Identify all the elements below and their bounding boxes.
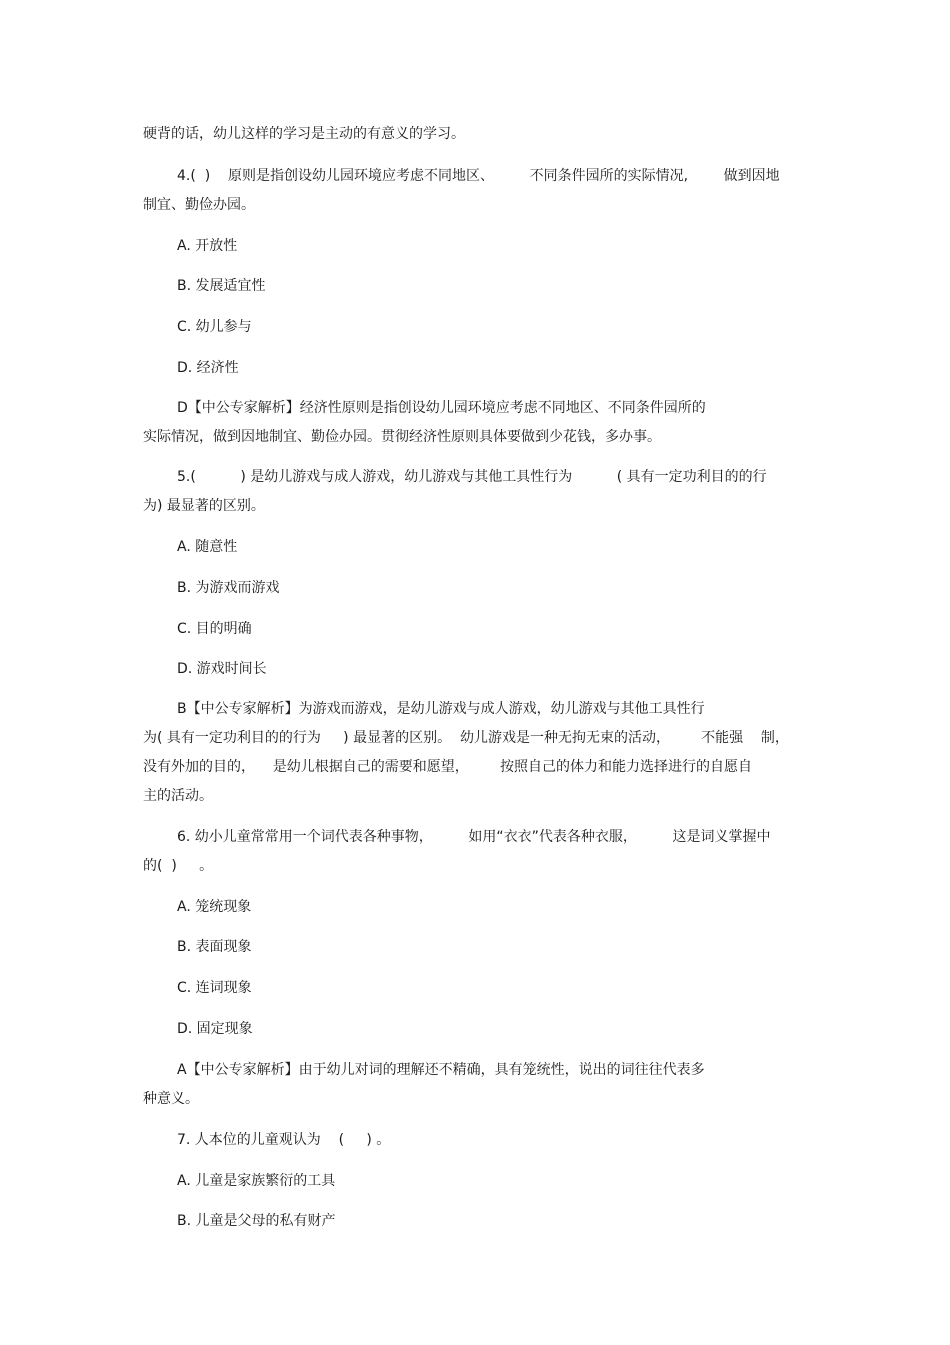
question-5-stem: 5.( ) 是幼儿游戏与成人游戏，幼儿游戏与其他工具性行为 ( 具有一定功利目的的行 bbox=[177, 469, 767, 485]
question-6-explanation-cont: 种意义。 bbox=[143, 1091, 199, 1107]
question-5-option-c: C. 目的明确 bbox=[177, 621, 252, 637]
question-4-stem-cont: 制宜、勤俭办园。 bbox=[143, 197, 255, 213]
question-5-option-b: B. 为游戏而游戏 bbox=[177, 580, 280, 596]
question-4-option-a: A. 开放性 bbox=[177, 238, 238, 254]
question-5-explanation: B【中公专家解析】为游戏而游戏，是幼儿游戏与成人游戏，幼儿游戏与其他工具性行 bbox=[177, 701, 705, 717]
question-6-explanation: A【中公专家解析】由于幼儿对词的理解还不精确，具有笼统性，说出的词往往代表多 bbox=[177, 1062, 705, 1078]
question-6-stem: 6. 幼小儿童常常用一个词代表各种事物， 如用“衣衣”代表各种衣服， 这是词义掌握中 bbox=[177, 829, 771, 845]
question-4-explanation: D【中公专家解析】经济性原则是指创设幼儿园环境应考虑不同地区、不同条件园所的 bbox=[177, 400, 706, 416]
question-6-option-a: A. 笼统现象 bbox=[177, 899, 252, 915]
question-4-option-c: C. 幼儿参与 bbox=[177, 319, 252, 335]
question-4-explanation-cont: 实际情况，做到因地制宜、勤俭办园。贯彻经济性原则具体要做到少花钱，多办事。 bbox=[143, 429, 661, 445]
question-6-option-d: D. 固定现象 bbox=[177, 1021, 253, 1037]
question-5-explanation-line-4: 主的活动。 bbox=[143, 788, 213, 804]
question-5-stem-cont: 为) 最显著的区别。 bbox=[143, 498, 265, 514]
question-7-stem: 7. 人本位的儿童观认为 ( ) 。 bbox=[177, 1132, 391, 1148]
intro-text: 硬背的话，幼儿这样的学习是主动的有意义的学习。 bbox=[143, 126, 465, 142]
question-5-option-d: D. 游戏时间长 bbox=[177, 661, 267, 677]
question-4-option-d: D. 经济性 bbox=[177, 360, 239, 376]
question-5-explanation-line-2: 为( 具有一定功利目的的行为 ) 最显著的区别。 幼儿游戏是一种无拘无束的活动， 不能强 制， bbox=[143, 730, 789, 746]
question-6-stem-cont: 的( ) 。 bbox=[143, 858, 214, 874]
question-4-option-b: B. 发展适宜性 bbox=[177, 278, 266, 294]
question-4-stem: 4.( ) 原则是指创设幼儿园环境应考虑不同地区、 不同条件园所的实际情况, 做到因地 bbox=[177, 168, 780, 184]
question-7-option-a: A. 儿童是家族繁衍的工具 bbox=[177, 1173, 336, 1189]
question-6-option-b: B. 表面现象 bbox=[177, 939, 252, 955]
question-6-option-c: C. 连词现象 bbox=[177, 980, 252, 996]
question-5-explanation-line-3: 没有外加的目的， 是幼儿根据自己的需要和愿望， 按照自己的体力和能力选择进行的自愿自 bbox=[143, 759, 752, 775]
question-5-option-a: A. 随意性 bbox=[177, 539, 238, 555]
question-7-option-b: B. 儿童是父母的私有财产 bbox=[177, 1213, 336, 1229]
